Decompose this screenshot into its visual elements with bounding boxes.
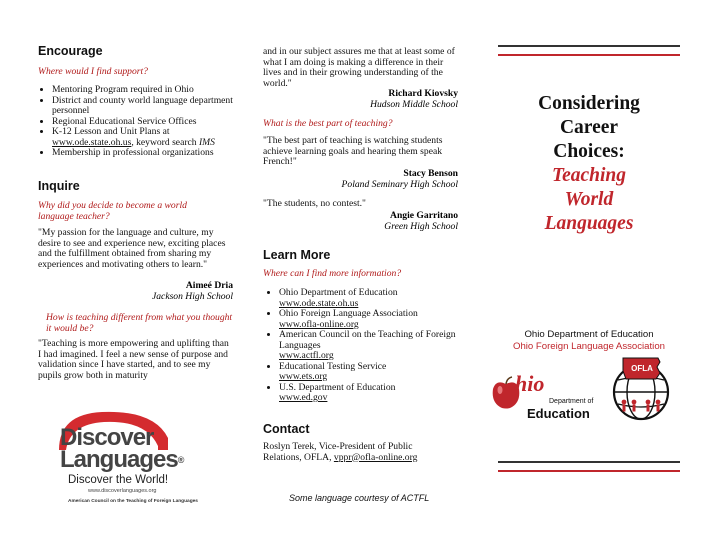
quote-1-school: Jackson High School — [152, 291, 233, 302]
inquire-question-1: Why did you decide to become a world language teacher? — [38, 200, 187, 222]
contact-heading: Contact — [263, 422, 310, 436]
cover-title — [498, 92, 680, 236]
logo-tagline: Discover the World! — [68, 474, 169, 486]
cover-rule-top-dark — [498, 45, 680, 47]
encourage-heading: Encourage — [38, 44, 103, 58]
logo-line-1: Discover — [60, 424, 154, 451]
ode-dept-text: Department of — [549, 398, 594, 405]
courtesy-note: Some language courtesy of ACTFL — [289, 493, 430, 503]
encourage-question: Where would I find support? — [38, 66, 148, 77]
registered-mark: ® — [177, 455, 184, 465]
resource-link[interactable]: www.actfl.org — [279, 350, 334, 361]
list-item: • Regional Educational Service Offices — [52, 117, 247, 128]
resource-name: American Council on the Teaching of Foreign Languages — [279, 329, 456, 351]
quote-2-continued: and in our subject assures me that at least some of what I am doing is making a difference in their lives and in their growing understanding of the world." — [263, 46, 455, 89]
resource-link[interactable]: www.ed.gov — [279, 392, 328, 403]
quote-2: "Teaching is more empowering and uplifting than I had imagined. I feel a new sense of purpose and validation since I have started, and to see my pupils grow both in maturity — [38, 338, 229, 381]
contact-text — [263, 442, 453, 463]
learn-more-heading: Learn More — [263, 248, 331, 262]
logo-line-2: Languages — [60, 446, 178, 473]
ode-link[interactable]: www.ode.state.oh.us — [52, 136, 132, 148]
quote-1: "My passion for the language and culture, my desire to see and experience new, exciting places and the fulfillment obtained from sharing my experiences and motivating others to learn." — [38, 227, 226, 270]
resource-link[interactable]: www.ofla-online.org — [279, 318, 359, 330]
title-line: Choices: — [553, 141, 625, 162]
quote-2-name: Richard Kiovsky — [388, 88, 458, 99]
org-ode: Ohio Department of Education — [524, 329, 654, 340]
title-line: Considering — [538, 93, 640, 114]
encourage-list — [38, 85, 247, 159]
list-item: • Mentoring Program required in Ohio — [52, 85, 247, 96]
discover-languages-logo — [58, 408, 228, 513]
list-item — [279, 362, 464, 383]
resource-name: Ohio Foreign Language Association — [279, 308, 418, 319]
resource-link[interactable]: www.ode.state.oh.us — [279, 297, 359, 309]
resource-name: Educational Testing Service — [279, 360, 387, 372]
ofla-logo-text: OFLA — [631, 364, 653, 373]
learn-more-question: Where can I find more information? — [263, 268, 402, 279]
resources-list — [265, 288, 464, 404]
cover-rule-bottom-dark — [498, 461, 680, 463]
quote-4-name: Angie Garritano — [390, 210, 458, 221]
list-item — [279, 383, 464, 404]
keyword-text: , keyword search — [131, 136, 199, 148]
list-item — [279, 330, 464, 362]
resource-name: U.S. Department of Education — [279, 381, 396, 393]
resource-name: Ohio Department of Education — [279, 287, 398, 298]
list-item: • District and county world language department personnel — [52, 96, 247, 117]
quote-4-school: Green High School — [384, 221, 458, 232]
list-item — [52, 127, 247, 148]
title-line: Career — [559, 117, 619, 138]
cover-rule-bottom-red — [498, 470, 680, 472]
quote-3: "The best part of teaching is watching students achieve learning goals and hearing them speak French!" — [263, 135, 443, 167]
title-line: Languages — [544, 213, 634, 234]
contact-info: Roslyn Terek, Vice-President of Public Relations, OFLA, — [263, 441, 413, 463]
best-part-question: What is the best part of teaching? — [263, 118, 393, 129]
list-item: • Membership in professional organizations — [52, 148, 247, 159]
cover-rule-top-red — [498, 54, 680, 56]
ode-logo-word: hio — [515, 371, 545, 396]
resource-link[interactable]: www.ets.org — [279, 371, 328, 382]
logo-org: American Council on the Teaching of Foreign Languages — [68, 499, 198, 504]
list-item — [279, 309, 464, 330]
inquire-question-2: How is teaching different from what you thought it would be? — [46, 312, 233, 334]
list-item — [279, 288, 464, 309]
quote-3-name: Stacy Benson — [403, 168, 458, 179]
list-item-text: K-12 Lesson and Unit Plans at — [52, 126, 170, 137]
contact-email-link[interactable]: vppr@ofla-online.org — [333, 451, 418, 463]
logo-url: www.discoverlanguages.org — [88, 488, 157, 494]
quote-1-name: Aimeé Dria — [185, 280, 233, 291]
quote-2-school: Hudson Middle School — [370, 99, 458, 110]
keyword: IMS — [198, 136, 215, 148]
ohio-education-logo — [491, 370, 601, 422]
title-line: World — [564, 189, 614, 210]
inquire-heading: Inquire — [38, 179, 80, 193]
quote-4: "The students, no contest." — [263, 198, 366, 209]
ode-education-text: Education — [527, 406, 590, 421]
title-line: Teaching — [551, 165, 627, 186]
org-ofla: Ohio Foreign Language Association — [512, 341, 665, 352]
ofla-logo — [610, 355, 672, 421]
quote-3-school: Poland Seminary High School — [341, 179, 458, 190]
